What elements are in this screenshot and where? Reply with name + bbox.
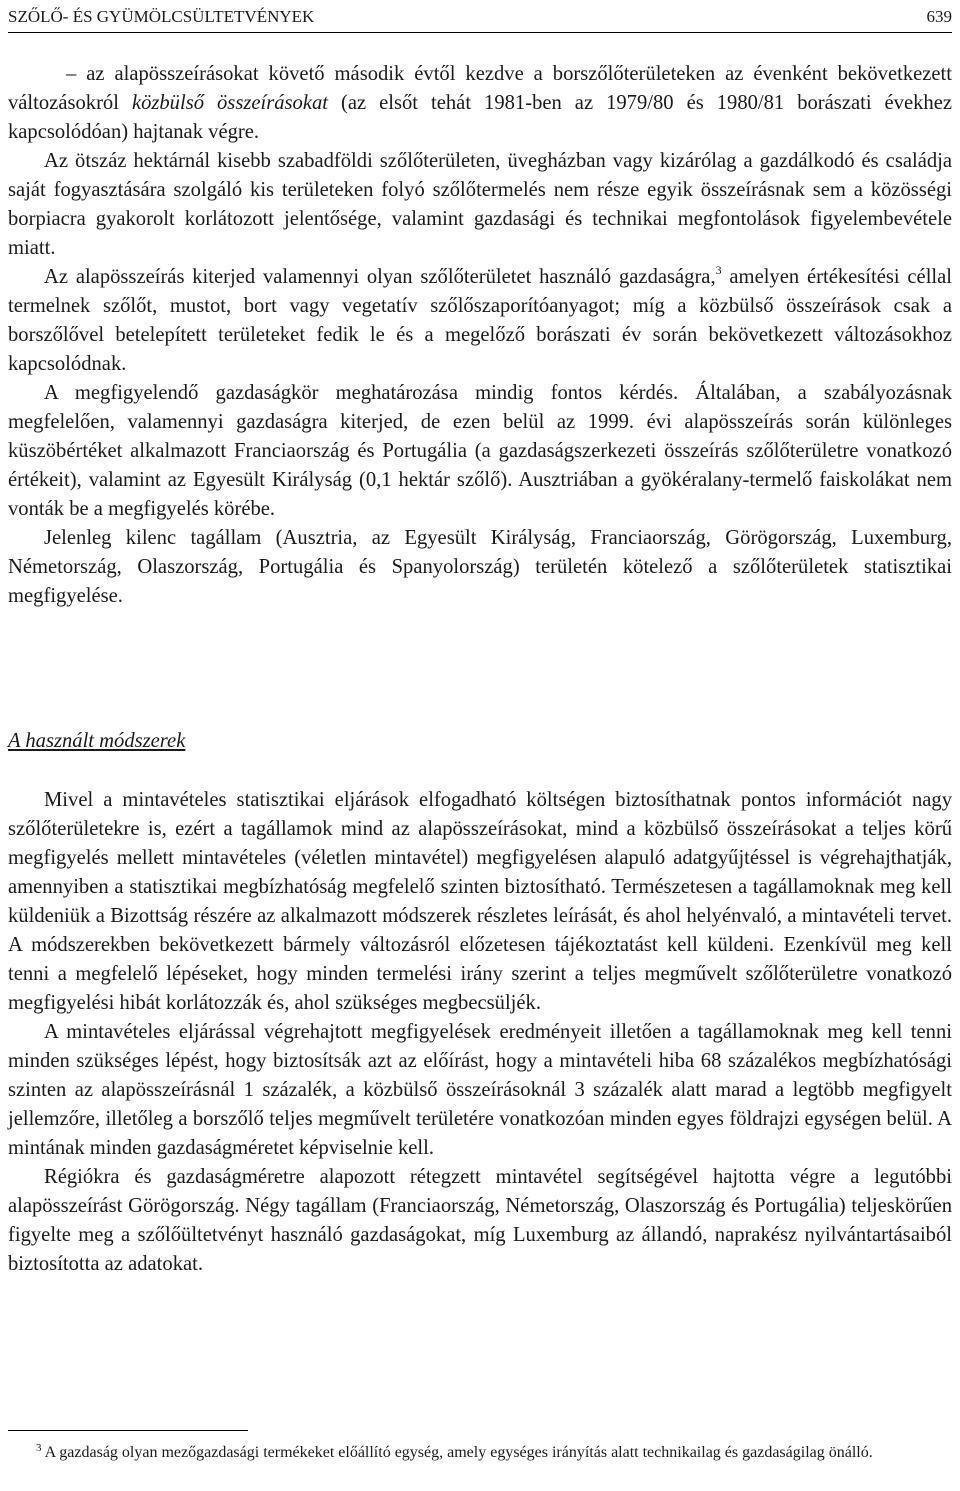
footnote-mark: 3 — [36, 1442, 42, 1454]
section-heading: A használt módszerek — [8, 730, 186, 752]
paragraph: Régiókra és gazdaságméretre alapozott rétegzett mintavétel segítségével hajtotta végre a legutóbbi alapösszeírást Görögország. Négy tagállam (Franciaország, Németország, Olaszország és Portugália) teljeskörűen figyelte meg a szőlőültetvényt használó gazdaságokat, míg Luxemburg az állandó, naprakész nyilvántartásaiból biztosította az adatokat. — [8, 1166, 952, 1275]
section-body-2 — [8, 786, 952, 1279]
section-body-1 — [8, 60, 952, 611]
paragraph: Mivel a mintavételes statisztikai eljárások elfogadható költségen biztosíthatnak pontos információt nagy szőlőterületekre is, ezért a tagállamok mind az alapösszeírásokat, mind a közbülső összeírásokat a teljes körű megfigyelés mellett mintavételes (véletlen mintavétel) megfigyelésen alapuló adatgyűjtéssel is végrehajthatják, amennyiben a statisztikai megbízhatóság megfelelő szinten biztosítható. Természetesen a tagállamoknak meg kell küldeniük a Bizottság részére az alkalmazott módszerek részletes leírását, és ahol helyénvaló, a mintavételi tervet. A módszerekben bekövetkezett bármely változásról előzetesen tájékoztatást kell küldeni. Ezenkívül meg kell tenni a megfelelő lépéseket, hogy minden termelési irány szerint a teljes megművelt szőlőterületre vonatkozó megfigyelési hibát korlátozzák és, ahol szükséges megbecsüljék. — [8, 789, 952, 1014]
paragraph: Az ötszáz hektárnál kisebb szabadföldi szőlőterületen, üvegházban vagy kizárólag a gazdálkodó és családja saját fogyasztására szolgáló kis területeken folyó szőlőtermelés nem része egyik összeírásnak sem a közösségi borpiacra gyakorolt korlátozott jelentősége, valamint gazdasági és technikai megfontolások figyelembevétele miatt. — [8, 150, 952, 259]
footnote-separator — [8, 1430, 248, 1431]
paragraph: A mintavételes eljárással végrehajtott megfigyelések eredményeit illetően a tagállamoknak meg kell tenni minden szükséges lépést, hogy biztosítsák azt az előírást, hogy a mintavételi hiba 68 százalékos megbízhatósági szinten az alapösszeírásnál 1 százalék, a közbülső összeírásoknál 3 százalék alatt marad a legtöbb megfigyelt jellemzőre, illetőleg a borszőlő teljes megművelt területére vonatkozóan minden egyes földrajzi egységen belül. A mintának minden gazdaságméretet képviselnie kell. — [8, 1021, 952, 1159]
paragraph — [8, 263, 952, 379]
paragraph-text: (az elsőt tehát 1981-ben az 1979/80 és 1980/81 borászati évekhez kapcsolódóan) hajtanak végre. — [8, 92, 952, 143]
paragraph: A megfigyelendő gazdaságkör meghatározása mindig fontos kérdés. Általában, a szabályozásnak megfelelően, valamennyi gazdaságra kiterjed, de ezen belül az 1999. évi alapösszeírás során különleges küszöbértéket alkalmazott Franciaország és Portugália (a gazdaságszerkezeti összeírás szőlőterületre vonatkozó értékeit), valamint az Egyesült Királyság (0,1 hektár szőlő). Ausztriában a gyökéralany-termelő faiskolákat nem vonták be a megfigyelés körébe. — [8, 382, 952, 520]
running-header — [8, 2, 952, 33]
paragraph-text: amelyen értékesítési céllal termelnek szőlőt, mustot, bort vagy vegetatív szőlőszaporítóanyagot; míg a közbülső összeírások csak a borszőlővel betelepített területeket fedik le és a megelőző borászati év során bekövetkezett változásokhoz kapcsolódnak. — [8, 266, 952, 375]
footnote-ref: 3 — [715, 263, 722, 277]
paragraph-text: Az alapösszeírás kiterjed valamennyi olyan szőlőterületet használó gazdaságra, — [44, 266, 716, 288]
footnote — [8, 1443, 952, 1463]
italic-term: közbülső összeírásokat — [131, 92, 328, 114]
footnote-text: A gazdaság olyan mezőgazdasági termékeket előállító egység, amely egységes irányítás alatt technikailag és gazdaságilag önálló. — [41, 1444, 873, 1461]
page-number: 639 — [926, 7, 952, 26]
paragraph-list-item — [8, 60, 952, 147]
paragraph-text: – az alapösszeírásokat követő második évtől kezdve a borszőlőterületeken az évenként bekövetkezett változásokról — [8, 63, 952, 114]
paragraph: Jelenleg kilenc tagállam (Ausztria, az Egyesült Királyság, Franciaország, Görögország, Luxemburg, Németország, Olaszország, Portugália és Spanyolország) területén kötelező a szőlőterületek statisztikai megfigyelése. — [8, 527, 952, 607]
header-title: SZŐLŐ- ÉS GYÜMÖLCSÜLTETVÉNYEK — [8, 7, 315, 26]
